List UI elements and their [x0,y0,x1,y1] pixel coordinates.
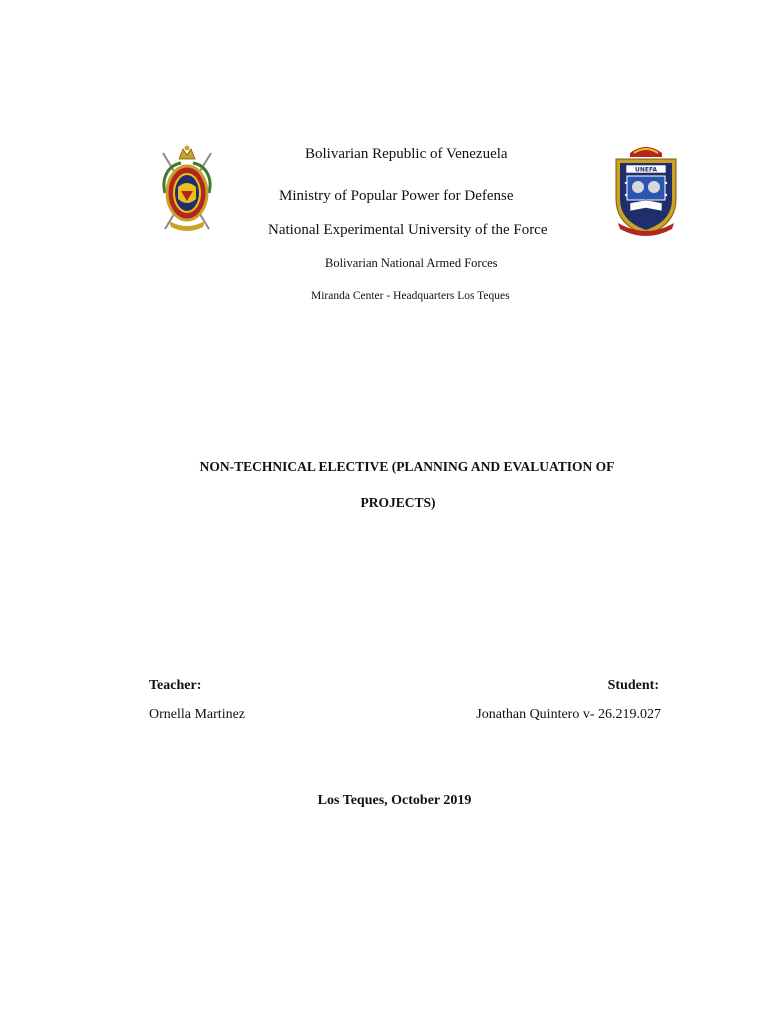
armed-forces-coat-of-arms-logo [157,143,217,235]
header-country: Bolivarian Republic of Venezuela [305,146,508,162]
student-label: Student: [607,678,659,693]
unefa-banner-text: UNEFA [634,166,658,174]
document-title-line-1: NON-TECHNICAL ELECTIVE (PLANNING AND EVALUATION OF [199,459,615,474]
unefa-university-shield-logo [612,143,680,238]
header-ministry: Ministry of Popular Power for Defense [279,188,514,204]
header-campus: Miranda Center - Headquarters Los Teques [311,290,510,302]
student-name: Jonathan Quintero v- 26.219.027 [476,707,661,722]
header-armed-forces: Bolivarian National Armed Forces [325,256,498,270]
teacher-name: Ornella Martinez [149,707,246,722]
place-and-date: Los Teques, October 2019 [317,793,472,808]
header-university: National Experimental University of the Force [268,222,548,238]
document-title-line-2: PROJECTS) [360,495,436,510]
teacher-label: Teacher: [149,678,202,693]
